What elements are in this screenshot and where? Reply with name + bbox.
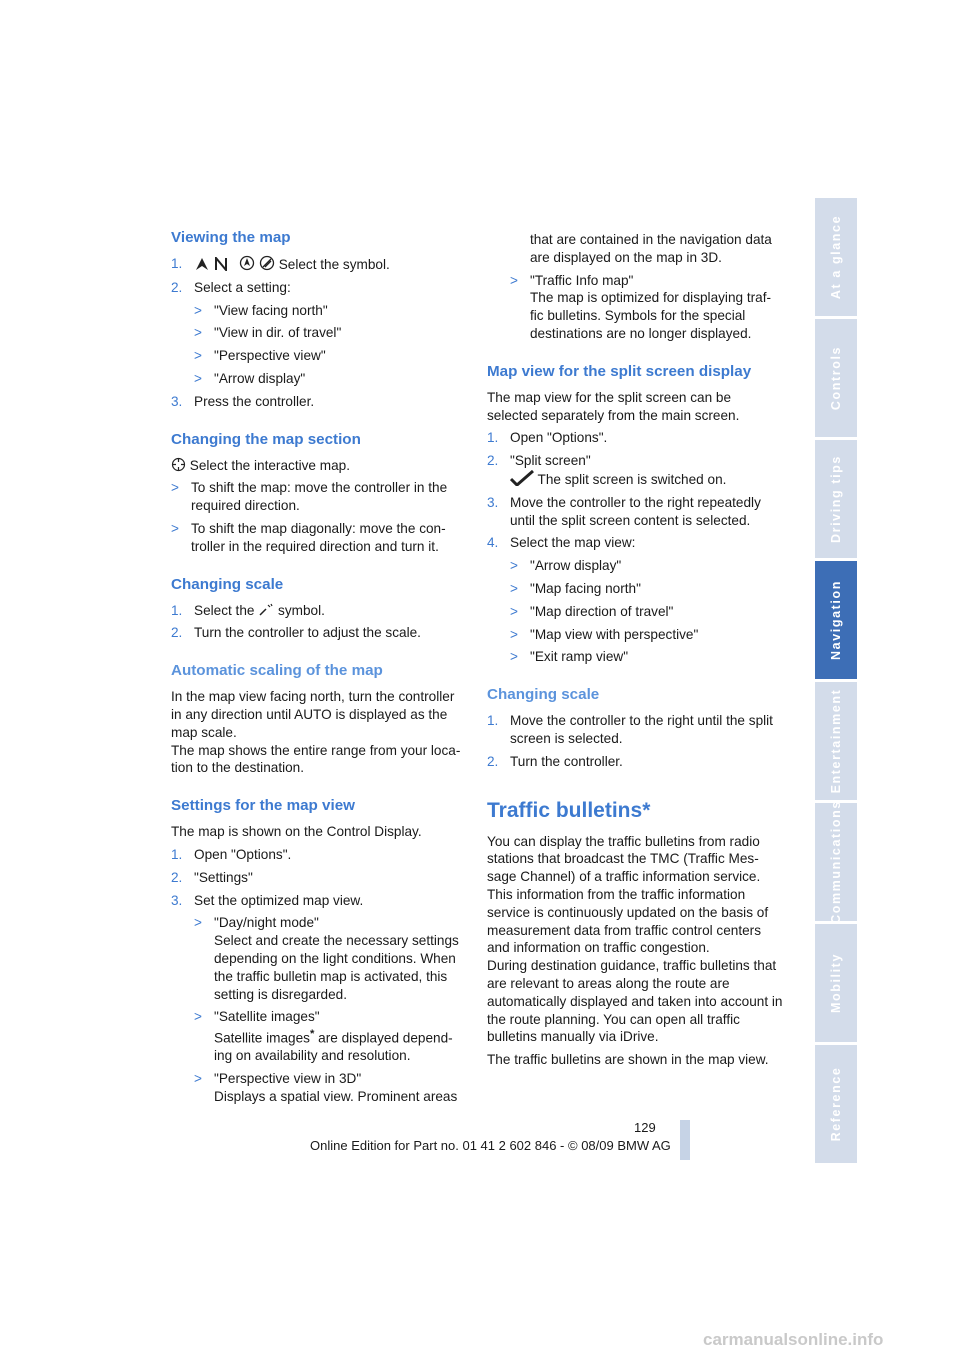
list-item: > "Map facing north" [510,580,641,596]
list-item: > "Map direction of travel" [510,603,674,619]
tab-controls[interactable]: Controls [815,319,857,440]
tab-driving-tips[interactable]: Driving tips [815,440,857,561]
step-2: 2. "Split screen" The split screen is switched on. [487,453,727,487]
list-item: > "Arrow display" [510,558,622,574]
interactive-map-icon [171,457,186,472]
step-3: 3. Move the controller to the right repeatedly until the split screen content is selected. [487,494,761,528]
right-column [487,231,783,1074]
checkmark-icon [510,470,534,486]
step-1: 1. Select the symbol. [171,602,325,618]
chapter-tabs [815,198,857,1166]
paragraph: The map view for the split screen can be selected separately from the main screen. [487,389,740,423]
step-2: 2. Turn the controller. [487,753,623,769]
list-item: > "View facing north" [194,302,328,318]
step-4: 4. Select the map view: [487,535,636,551]
arrow-display-icon [194,257,210,271]
section-heading-traffic-bulletins: Traffic bulletins* [487,798,651,822]
step-2: 2. Turn the controller to adjust the scale. [171,625,421,641]
list-item: > "Traffic Info map" The map is optimized for displaying traf-fic bulletins. Symbols for the special destinations are no longer displayed. [510,272,772,341]
tab-navigation[interactable]: Navigation [815,561,857,682]
tab-at-a-glance[interactable]: At a glance [815,198,857,319]
left-column [171,228,467,1111]
tab-entertainment[interactable]: Entertainment [815,682,857,803]
list-item: > To shift the map diagonally: move the con-troller in the required direction and turn it. [171,520,446,554]
step-1: 1. Open "Options". [487,430,608,446]
watermark: carmanualsonline.info [703,1330,884,1349]
section-heading-auto-scaling: Automatic scaling of the map [171,662,383,680]
section-heading-changing-section: Changing the map section [171,430,361,448]
tab-communications[interactable]: Communications [815,803,857,924]
tab-reference[interactable]: Reference [815,1045,857,1166]
tab-mobility[interactable]: Mobility [815,924,857,1045]
perspective-view-icon [259,255,275,271]
step-2: 2. Select a setting: [171,279,291,295]
step-3: 3. Press the controller. [171,393,315,409]
list-item: > "Map view with perspective" [510,626,699,642]
paragraph: The map is shown on the Control Display. [171,824,422,840]
step-2: 2. "Settings" [171,869,253,885]
paragraph: You can display the traffic bulletins from radio stations that broadcast the TMC (Traffic Mes-sage Channel) of a traffic information service. This information from the traffic information service is continuously updated on the basis of measurement data from traffic control centers and information on traffic congestion. [487,833,769,956]
step-1: 1. Move the controller to the right until the split screen is selected. [487,713,773,746]
list-item: > "Perspective view" [194,348,326,364]
direction-of-travel-icon [239,255,255,271]
page-number: 129 [634,1120,656,1135]
page-marker [680,1120,690,1160]
list-item: > "View in dir. of travel" [194,325,342,341]
section-heading-settings-view: Settings for the map view [171,797,355,815]
list-item: > "Arrow display" [194,370,306,386]
north-icon [214,257,228,271]
paragraph: In the map view facing north, turn the controller in any direction until AUTO is displayed as the map scale. [171,689,455,740]
footer-text: Online Edition for Part no. 01 41 2 602 846 - © 08/09 BMW AG [310,1138,671,1153]
section-heading-split-screen: Map view for the split screen display [487,362,752,380]
paragraph: The map shows the entire range from your loca-tion to the destination. [171,742,461,776]
step-1: 1. Open "Options". [171,846,292,862]
paragraph: Select the interactive map. [171,457,467,475]
list-item: > "Satellite images" Satellite images* are displayed depend-ing on availability and resolution. [194,1009,453,1064]
list-item: > To shift the map: move the controller in the required direction. [171,480,448,514]
section-heading-changing-scale: Changing scale [171,575,284,593]
step-3: 3. Set the optimized map view. [171,892,364,908]
list-item: > "Perspective view in 3D" Displays a spatial view. Prominent areas [194,1071,458,1105]
paragraph: The traffic bulletins are shown in the map view. [487,1052,769,1068]
paragraph: that are contained in the navigation data are displayed on the map in 3D. [530,232,772,265]
section-heading-viewing-map: Viewing the map [171,229,291,246]
scale-icon [258,603,274,617]
step-1: 1. Select the symbol. [171,256,390,272]
paragraph: During destination guidance, traffic bulletins that are relevant to areas along the route are automatically displayed and taken into account in the route planning. You can open all traffic bulletins manually via iDrive. [487,958,783,1045]
list-item: > "Day/night mode" Select and create the necessary settings depending on the light conditions. When the traffic bulletin map is activated, this setting is disregarded. [194,915,459,1002]
list-item: > "Exit ramp view" [510,649,629,665]
section-heading-split-scale: Changing scale [487,686,600,704]
